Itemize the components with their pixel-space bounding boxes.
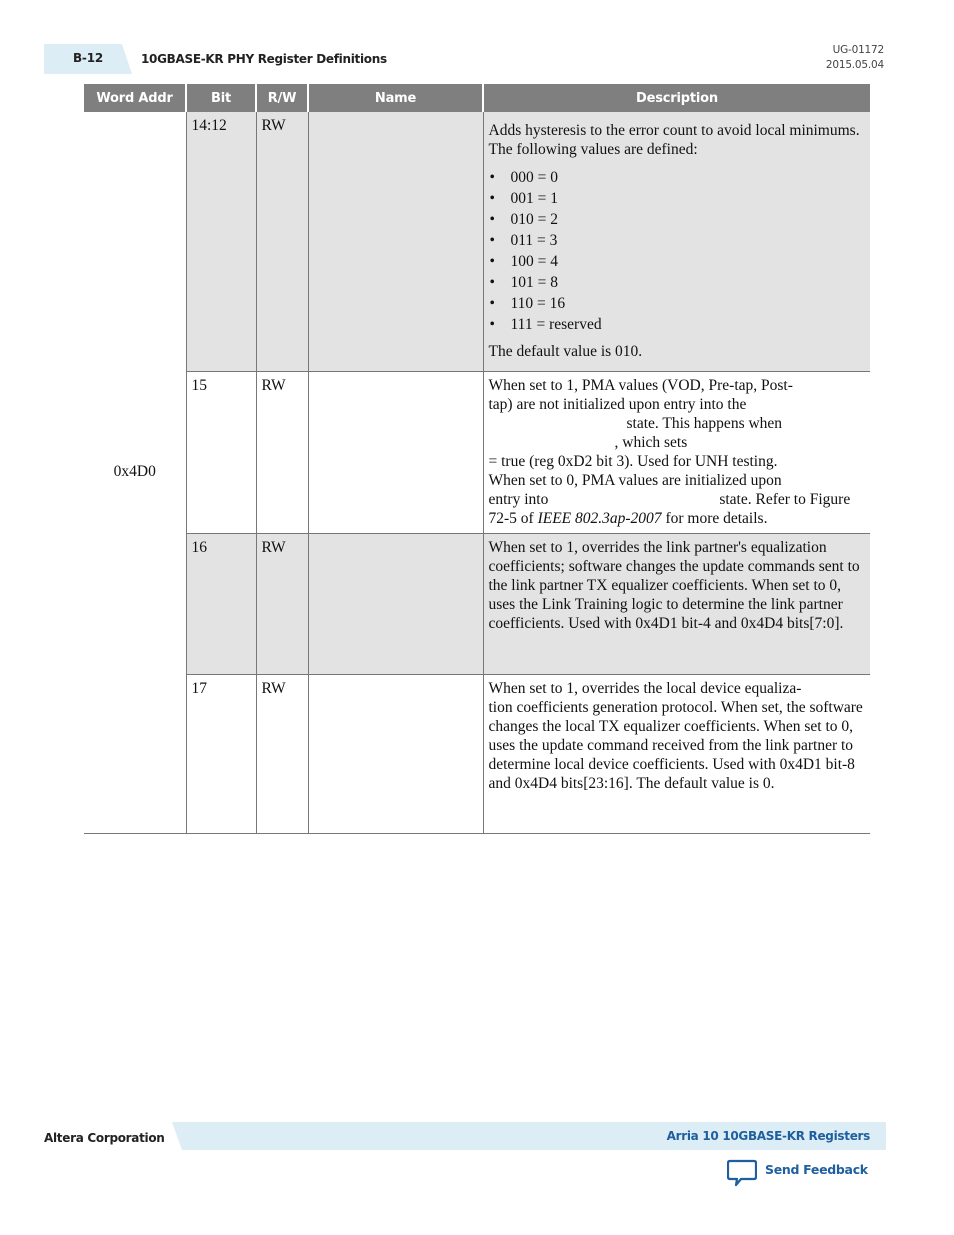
- name-cell: [308, 112, 483, 371]
- table-row: [84, 371, 870, 533]
- list-item: • 011 = 3: [489, 232, 558, 249]
- rw-cell: RW: [256, 533, 308, 674]
- value-list: [489, 167, 866, 335]
- footer-company: Altera Corporation: [44, 1131, 165, 1145]
- list-item: • 111 = reserved: [489, 316, 602, 333]
- section-title: 10GBASE-KR PHY Register Definitions: [141, 52, 387, 66]
- list-item: • 000 = 0: [489, 169, 558, 186]
- page-number: B-12: [72, 51, 104, 65]
- name-cell: [308, 674, 483, 833]
- list-item: • 110 = 16: [489, 295, 566, 312]
- list-item: • 101 = 8: [489, 274, 558, 291]
- bit-cell: 14:12: [186, 112, 256, 371]
- word-addr-cell: 0x4D0: [84, 112, 186, 833]
- description-cell: When set to 1, PMA values (VOD, Pre-tap, Post- tap) are not initialized upon entry into the state. This happens when , which sets = true (reg 0xD2 bit 3). Used for UNH testing. When set to 0, PMA values are initialized upon entry into state. Refer to Figure 72-5 of IEEE 802.3ap-2007 for more details.: [483, 371, 870, 533]
- list-item: • 010 = 2: [489, 211, 558, 228]
- column-header-word-addr: Word Addr: [84, 84, 186, 112]
- description-cell: [483, 112, 870, 371]
- column-header-description: Description: [483, 84, 870, 112]
- list-item: • 100 = 4: [489, 253, 558, 270]
- rw-cell: RW: [256, 112, 308, 371]
- register-table: [84, 84, 870, 834]
- doc-id: UG-01172: [832, 44, 884, 56]
- send-feedback-label[interactable]: Send Feedback: [765, 1162, 868, 1177]
- rw-cell: RW: [256, 674, 308, 833]
- list-item: • 001 = 1: [489, 190, 558, 207]
- description-cell: When set to 1, overrides the link partner's equalization coefficients; software changes the update commands sent to the link partner TX equalizer coefficients. When set to 0, uses the Link Training logic to determine the link partner coefficients. Used with 0x4D1 bit-4 and 0x4D4 bits[7:0].: [483, 533, 870, 674]
- name-cell: [308, 533, 483, 674]
- column-header-rw: R/W: [256, 84, 308, 112]
- table-row: [84, 533, 870, 674]
- name-cell: [308, 371, 483, 533]
- description-default: The default value is 010.: [488, 343, 643, 360]
- footer-doc-title[interactable]: Arria 10 10GBASE-KR Registers: [666, 1129, 870, 1143]
- bit-cell: 17: [186, 674, 256, 833]
- doc-id-block: [826, 43, 884, 73]
- bit-cell: 15: [186, 371, 256, 533]
- speech-bubble-icon: [727, 1158, 757, 1188]
- description-cell: When set to 1, overrides the local device equaliza- tion coefficients generation protocol. When set, the software changes the local TX equalizer coefficients. When set to 0, uses the update command received from the link partner to determine local device coefficients. Used with 0x4D1 bit-8 and 0x4D4 bits[23:16]. The default value is 0.: [483, 674, 870, 833]
- table-row: [84, 674, 870, 833]
- doc-date: 2015.05.04: [825, 59, 884, 71]
- table-row: [84, 112, 870, 371]
- rw-cell: RW: [256, 371, 308, 533]
- bit-cell: 16: [186, 533, 256, 674]
- page-number-tab: [44, 44, 132, 74]
- description-intro: Adds hysteresis to the error count to avoid local minimums. The following values are defined:: [488, 122, 860, 158]
- table-header-row: [84, 84, 870, 112]
- column-header-name: Name: [308, 84, 483, 112]
- column-header-bit: Bit: [186, 84, 256, 112]
